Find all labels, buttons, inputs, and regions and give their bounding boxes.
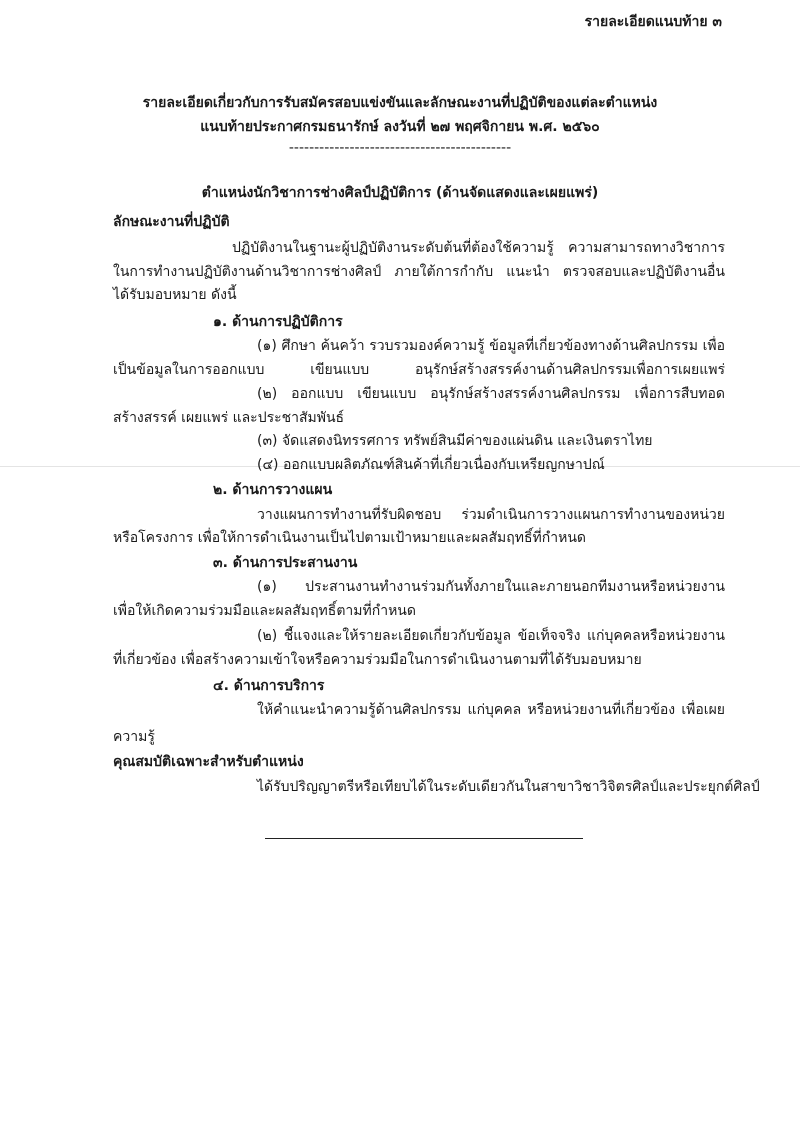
intro-line: ปฏิบัติงานในฐานะผู้ปฏิบัติงานระดับต้นที่ต้องใช้ความรู้ ความสามารถทางวิชาการ xyxy=(232,240,725,256)
list-item: (๓) จัดแสดงนิทรรศการ ทรัพย์สินมีค่าของแผ่นดิน และเงินตราไทย xyxy=(257,433,653,449)
intro-line: ได้รับมอบหมาย ดังนี้ xyxy=(113,287,237,303)
list-item-cont: เป็นข้อมูลในการออกแบบ เขียนแบบ อนุรักษ์สร้างสรรค์งานด้านศิลปกรรมเพื่อการเผยแพร่ xyxy=(113,362,725,378)
list-item: (๒) ชี้แจงและให้รายละเอียดเกี่ยวกับข้อมูล ข้อเท็จจริง แก่บุคคลหรือหน่วยงาน xyxy=(257,628,725,644)
list-item: (๔) ออกแบบผลิตภัณฑ์สินค้าที่เกี่ยวเนื่องกับเหรียญกษาปณ์ xyxy=(257,457,605,473)
list-item: (๑) ประสานงานทำงานร่วมกันทั้งภายในและภายนอกทีมงานหรือหน่วยงาน xyxy=(257,579,725,595)
section-coordination-heading: ๓. ด้านการประสานงาน xyxy=(213,555,358,571)
paragraph-line: หรือโครงการ เพื่อให้การดำเนินงานเป็นไปตามเป้าหมายและผลสัมฤทธิ์ที่กำหนด xyxy=(113,530,586,546)
list-item: (๑) ศึกษา ค้นคว้า รวบรวมองค์ความรู้ ข้อมูลที่เกี่ยวข้องทางด้านศิลปกรรม เพื่อ xyxy=(257,338,725,354)
list-item: (๒) ออกแบบ เขียนแบบ อนุรักษ์สร้างสรรค์งานศิลปกรรม เพื่อการสืบทอด xyxy=(257,386,725,402)
paragraph-line: วางแผนการทำงานที่รับผิดชอบ ร่วมดำเนินการวางแผนการทำงานของหน่วย xyxy=(257,507,725,523)
document-subtitle: แนบท้ายประกาศกรมธนารักษ์ ลงวันที่ ๒๗ พฤศจิกายน พ.ศ. ๒๕๖๐ xyxy=(200,119,600,135)
document-title: รายละเอียดเกี่ยวกับการรับสมัครสอบแข่งขันและลักษณะงานที่ปฏิบัติของแต่ละตำแหน่ง xyxy=(142,95,658,111)
qualification-text: ได้รับปริญญาตรีหรือเทียบได้ในระดับเดียวกันในสาขาวิชาวิจิตรศิลป์และประยุกต์ศิลป์ xyxy=(257,779,760,795)
attachment-label: รายละเอียดแนบท้าย ๓ xyxy=(584,14,722,30)
intro-line: ในการทำงานปฏิบัติงานด้านวิชาการช่างศิลป์ ภายใต้การกำกับ แนะนำ ตรวจสอบและปฏิบัติงานอื่น xyxy=(113,264,725,280)
closing-rule xyxy=(265,838,583,839)
list-item-cont: เพื่อให้เกิดความร่วมมือและผลสัมฤทธิ์ตามที่กำหนด xyxy=(113,603,416,619)
paragraph-line: ความรู้ xyxy=(113,729,155,745)
section-planning-heading: ๒. ด้านการวางแผน xyxy=(213,482,333,498)
paragraph-line: ให้คำแนะนำความรู้ด้านศิลปกรรม แก่บุคคล หรือหน่วยงานที่เกี่ยวข้อง เพื่อเผย xyxy=(257,702,725,718)
position-title: ตำแหน่งนักวิชาการช่างศิลป์ปฏิบัติการ (ด้านจัดแสดงและเผยแพร่) xyxy=(201,185,599,201)
qualification-heading: คุณสมบัติเฉพาะสำหรับตำแหน่ง xyxy=(113,754,304,770)
list-item-cont: สร้างสรรค์ เผยแพร่ และประชาสัมพันธ์ xyxy=(113,410,345,426)
section-service-heading: ๔. ด้านการบริการ xyxy=(213,678,325,694)
section-operations-heading: ๑. ด้านการปฏิบัติการ xyxy=(213,314,343,330)
title-separator: -------------------------------------------- xyxy=(288,140,512,156)
list-item-cont: ที่เกี่ยวข้อง เพื่อสร้างความเข้าใจหรือความร่วมมือในการดำเนินงานตามที่ได้รับมอบหมาย xyxy=(113,652,642,668)
duties-heading: ลักษณะงานที่ปฏิบัติ xyxy=(113,214,230,230)
